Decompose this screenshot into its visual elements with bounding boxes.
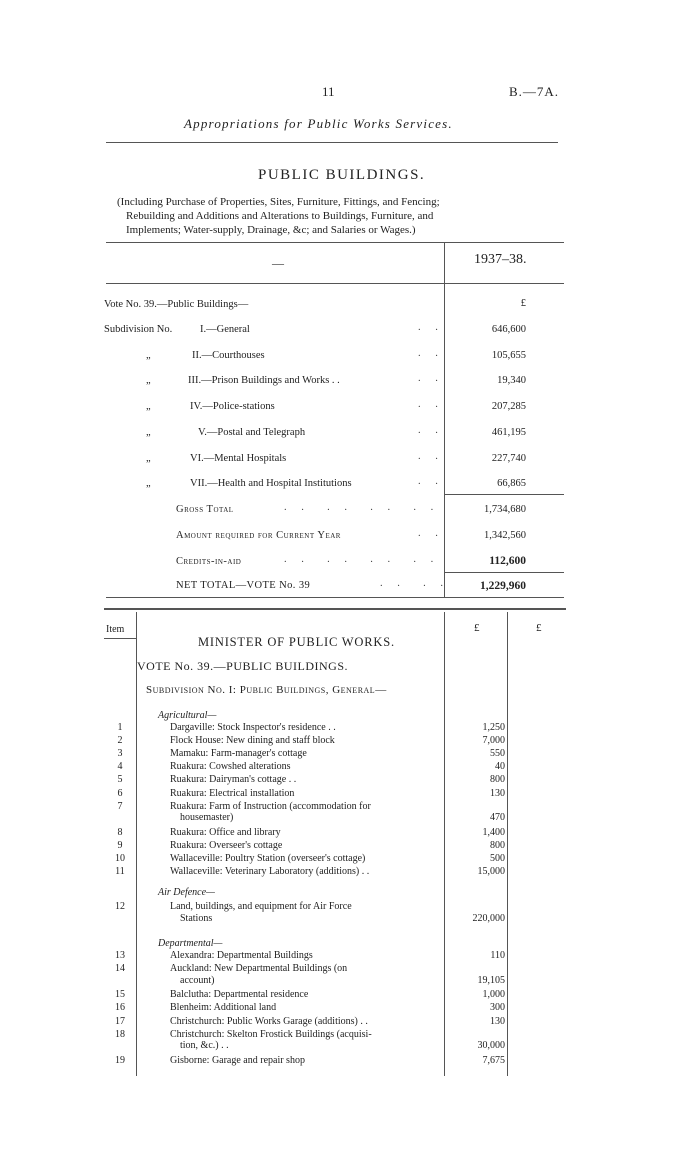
- item-number: 18: [115, 1028, 125, 1040]
- page-number: 11: [322, 84, 335, 99]
- credits-in-aid-amount: 112,600: [489, 555, 526, 567]
- summary-row-label: II.—Courthouses: [192, 350, 265, 361]
- summary-row-dots: . .: [418, 348, 444, 359]
- item-description: Gisborne: Garage and repair shop: [170, 1054, 305, 1066]
- item-number: 1: [117, 722, 123, 733]
- summary-year-header: 1937–38.: [474, 252, 527, 267]
- section-note-line-1: (Including Purchase of Properties, Sites, Furniture, Fittings, and Fencing;: [117, 196, 440, 208]
- item-number: 14: [115, 963, 125, 975]
- item-amount: 300: [490, 1002, 505, 1014]
- item-description: housemaster): [180, 812, 234, 824]
- summary-row-dots: . .: [418, 451, 444, 462]
- item-number: 7: [117, 800, 123, 812]
- summary-row-prefix: „: [146, 427, 151, 438]
- amount-required-dots: . .: [418, 528, 444, 539]
- summary-row-prefix: Subdivision No.: [104, 324, 173, 335]
- item-description: Ruakura: Cowshed alterations: [170, 761, 291, 773]
- summary-header-rule: [106, 283, 564, 284]
- summary-row-label: VII.—Health and Hospital Institutions: [190, 478, 352, 489]
- summary-row-prefix: „: [146, 350, 151, 361]
- item-number: 17: [115, 1015, 125, 1027]
- item-description: Ruakura: Farm of Instruction (accommodation for: [170, 800, 371, 812]
- item-number: 8: [117, 826, 123, 838]
- gross-total-label: Gross Total: [176, 504, 234, 515]
- item-amount: 220,000: [472, 912, 505, 924]
- item-description: Alexandra: Departmental Buildings: [170, 950, 313, 961]
- credits-in-aid-label: Credits-in-aid: [176, 556, 242, 567]
- header-rule: [106, 142, 558, 143]
- amount-required-amount: 1,342,560: [484, 530, 526, 541]
- minister-heading: MINISTER OF PUBLIC WORKS.: [198, 635, 395, 649]
- item-number: 10: [115, 853, 125, 864]
- gross-total-dots: . . . . . . . .: [284, 502, 440, 513]
- item-amount: 130: [490, 787, 505, 799]
- item-amount: 800: [490, 839, 505, 851]
- item-amount: 30,000: [477, 1040, 505, 1052]
- subtotal-rule: [444, 494, 564, 495]
- group-heading: Agricultural—: [158, 710, 217, 721]
- item-amount: 1,400: [482, 826, 505, 838]
- summary-row-label: VI.—Mental Hospitals: [190, 453, 287, 464]
- gross-total-amount: 1,734,680: [484, 504, 526, 515]
- item-number: 9: [117, 839, 123, 851]
- summary-row-amount: 66,865: [497, 478, 526, 489]
- item-description: Ruakura: Overseer's cottage: [170, 839, 283, 851]
- vote-heading: VOTE No. 39.—PUBLIC BUILDINGS.: [137, 659, 348, 673]
- item-description: Stations: [180, 912, 213, 924]
- summary-row-label: IV.—Police-stations: [190, 401, 275, 412]
- item-amount: 40: [495, 761, 505, 773]
- item-column-header: Item: [106, 624, 125, 635]
- running-title: Appropriations for Public Works Services.: [184, 116, 453, 131]
- section-title: PUBLIC BUILDINGS.: [258, 167, 426, 183]
- amount-column-currency: £: [474, 622, 480, 634]
- document-reference: B.—7A.: [509, 84, 560, 99]
- summary-row-dots: . .: [418, 322, 444, 333]
- item-number: 4: [117, 761, 123, 773]
- summary-column-rule: [444, 242, 445, 597]
- net-total-label: NET TOTAL—VOTE No. 39: [176, 580, 311, 591]
- total-column-currency: £: [536, 622, 542, 634]
- summary-row-label: III.—Prison Buildings and Works . .: [188, 375, 340, 386]
- net-total-rule: [444, 572, 564, 573]
- summary-row-dots: . .: [418, 425, 444, 436]
- item-description: Christchurch: Public Works Garage (additions) . .: [170, 1015, 368, 1027]
- group-heading: Air Defence—: [158, 887, 215, 898]
- item-number: 11: [115, 866, 125, 878]
- item-amount: 800: [490, 774, 505, 786]
- summary-row-prefix: „: [146, 401, 151, 412]
- summary-row-dots: . .: [418, 399, 444, 410]
- summary-bottom-rule: [106, 597, 564, 598]
- item-amount: 550: [490, 748, 505, 760]
- item-amount: 1,250: [482, 722, 505, 733]
- summary-row-amount: 461,195: [491, 427, 526, 438]
- summary-row-amount: 105,655: [491, 350, 526, 361]
- item-amount: 470: [490, 812, 505, 824]
- summary-row-prefix: „: [146, 453, 151, 464]
- item-number: 12: [115, 901, 125, 912]
- summary-row-amount: 207,285: [491, 401, 526, 412]
- net-total-amount: 1,229,960: [480, 580, 526, 592]
- item-amount: 1,000: [482, 989, 505, 1001]
- section-note-line-2: Rebuilding and Additions and Alterations to Buildings, Furniture, and: [126, 210, 434, 222]
- total-column-rule: [507, 612, 508, 1076]
- item-description: Balclutha: Departmental residence: [170, 989, 309, 1001]
- item-number: 15: [115, 989, 125, 1001]
- item-amount: 500: [490, 853, 505, 864]
- item-number: 3: [117, 748, 123, 760]
- item-description: Wallaceville: Poultry Station (overseer's cottage): [170, 853, 366, 864]
- item-number: 6: [117, 787, 123, 799]
- item-description: Christchurch: Skelton Frostick Buildings (acquisi-: [170, 1028, 372, 1040]
- item-amount: 15,000: [477, 866, 505, 878]
- group-heading: Departmental—: [158, 938, 223, 949]
- summary-top-rule: [106, 242, 564, 243]
- item-column-rule: [136, 612, 137, 1076]
- summary-row-label: V.—Postal and Telegraph: [198, 427, 306, 438]
- item-amount: 19,105: [477, 974, 505, 986]
- item-description: tion, &c.) . .: [180, 1040, 229, 1052]
- item-amount: 130: [490, 1015, 505, 1027]
- summary-currency: £: [520, 298, 526, 309]
- summary-row-amount: 19,340: [497, 375, 526, 386]
- summary-row-prefix: „: [146, 478, 151, 489]
- section-note-line-3: Implements; Water-supply, Drainage, &c; and Salaries or Wages.): [126, 224, 416, 236]
- item-description: Mamaku: Farm-manager's cottage: [170, 748, 307, 760]
- item-description: Ruakura: Office and library: [170, 826, 281, 838]
- item-description: Flock House: New dining and staff block: [170, 735, 335, 747]
- item-number: 13: [115, 950, 125, 961]
- item-description: Wallaceville: Veterinary Laboratory (additions) . .: [170, 866, 370, 878]
- item-description: Blenheim: Additional land: [170, 1002, 277, 1014]
- summary-row-prefix: „: [146, 375, 151, 386]
- item-number: 2: [117, 735, 123, 747]
- item-description: Ruakura: Electrical installation: [170, 787, 295, 799]
- summary-row-amount: 646,600: [491, 324, 526, 335]
- net-total-dots: . . . .: [380, 578, 449, 589]
- item-description: Land, buildings, and equipment for Air Force: [170, 901, 352, 912]
- summary-row-label: I.—General: [200, 324, 250, 335]
- item-number: 16: [115, 1002, 125, 1014]
- item-number: 19: [115, 1054, 125, 1066]
- detail-top-rule: [104, 608, 566, 610]
- item-description: Dargaville: Stock Inspector's residence . .: [170, 722, 336, 733]
- summary-row-dots: . .: [418, 476, 444, 487]
- credits-in-aid-dots: . . . . . . . .: [284, 554, 440, 565]
- summary-row-amount: 227,740: [491, 453, 526, 464]
- item-number: 5: [117, 774, 123, 786]
- item-header-rule: [104, 638, 136, 639]
- summary-label-column-header: —: [272, 256, 284, 270]
- item-description: Auckland: New Departmental Buildings (on: [170, 963, 348, 975]
- item-description: account): [180, 974, 215, 986]
- item-amount: 7,675: [482, 1054, 505, 1066]
- vote-label: Vote No. 39.—Public Buildings—: [104, 299, 249, 310]
- item-amount: 110: [490, 950, 505, 961]
- amount-required-label: Amount required for Current Year: [176, 530, 341, 541]
- subdivision-heading: Subdivision No. I: Public Buildings, General—: [146, 684, 387, 696]
- summary-row-dots: . .: [418, 373, 444, 384]
- item-amount: 7,000: [482, 735, 505, 747]
- item-description: Ruakura: Dairyman's cottage . .: [170, 774, 297, 786]
